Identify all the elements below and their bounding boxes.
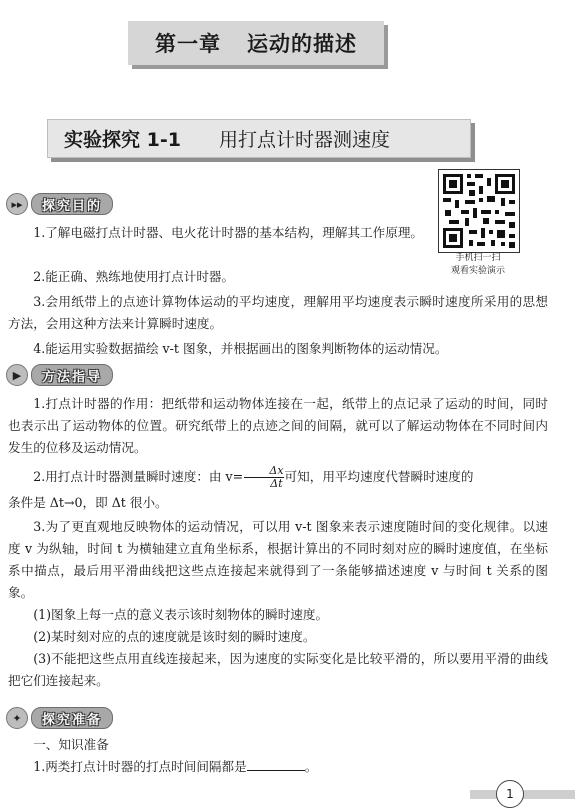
purpose-text-1: 1.了解电磁打点计时器、电火花计时器的基本结构，理解其工作原理。 — [33, 225, 424, 240]
purpose-item-1 — [8, 222, 426, 244]
method-sub-2: (2)某时刻对应的点的速度就是该时刻的瞬时速度。 — [33, 629, 316, 644]
prep-question-1-text: 1.两类打点计时器的打点时间间隔都是 — [33, 759, 247, 774]
section-purpose-header — [6, 193, 113, 215]
prep-subheading: 一、知识准备 — [33, 737, 109, 752]
method-list — [8, 393, 548, 692]
section-method-label: 方法指导 — [31, 364, 113, 386]
prep-content — [8, 734, 548, 778]
qr-code-icon — [439, 170, 519, 252]
play-arrow-icon: ▶ — [6, 364, 28, 386]
experiment-number: 实验探究 1-1 — [64, 129, 181, 151]
section-prep-label: 探究准备 — [31, 707, 113, 729]
prep-question-1 — [8, 756, 548, 778]
answer-blank[interactable] — [247, 756, 305, 771]
experiment-title — [47, 119, 471, 158]
chapter-name: 运动的描述 — [247, 32, 357, 56]
sparkle-icon: ✦ — [6, 707, 28, 729]
section-method-header — [6, 364, 113, 386]
qr-code[interactable] — [438, 169, 520, 253]
purpose-item-2: 2.能正确、熟练地使用打点计时器。 — [33, 269, 235, 284]
method-item-2 — [8, 465, 548, 490]
purpose-list — [8, 266, 548, 360]
purpose-item-4: 4.能运用实验数据描绘 v-t 图象，并根据画出的图象判断物体的运动情况。 — [33, 341, 448, 356]
method-item-2-cont: 条件是 Δt→0，即 Δt 很小。 — [8, 495, 168, 510]
method-item-1: 1.打点计时器的作用：把纸带和运动物体连接在一起，纸带上的点记录了运动的时间，同时也表示出了运动物体的位置。研究纸带上的点迹之间的间隔，就可以了解运动物体在不同时间内发生的位移及运动情况。 — [8, 396, 548, 455]
fraction-denominator: Δt — [244, 477, 283, 490]
page-number: 1 — [496, 780, 524, 808]
chapter-prefix: 第一章 — [155, 32, 221, 56]
method-sub-3: (3)不能把这些点用直线连接起来，因为速度的实际变化是比较平滑的，所以要用平滑的曲线把它们连接起来。 — [8, 651, 548, 688]
method-item-3: 3.为了更直观地反映物体的运动情况，可以用 v-t 图象来表示速度随时间的变化规律。以速度 v 为纵轴，时间 t 为横轴建立直角坐标系，根据计算出的不同时刻对应的瞬时速度值，在坐标系中描点，最后用平滑曲线把这些点连接起来就得到了一条能够描述速度 v 与时间 t 关系的图象。 — [8, 519, 548, 600]
qr-caption-line1: 手机扫一扫 — [455, 253, 501, 263]
section-prep-header — [6, 707, 113, 729]
purpose-item-3: 3.会用纸带上的点迹计算物体运动的平均速度，理解用平均速度表示瞬时速度所采用的思想方法，会用这种方法来计算瞬时速度。 — [8, 294, 548, 331]
experiment-name: 用打点计时器测速度 — [218, 129, 390, 151]
prep-question-1-end: 。 — [304, 759, 318, 774]
method-item-2-post: 可知，用平均速度代替瞬时速度的 — [284, 469, 474, 484]
section-purpose-label: 探究目的 — [31, 193, 113, 215]
delta-x-over-delta-t — [244, 465, 283, 490]
qr-caption-line2: 观看实验演示 — [450, 266, 505, 276]
chapter-title — [128, 21, 384, 65]
fraction-numerator: Δx — [269, 464, 284, 477]
method-item-2-pre: 2.用打点计时器测量瞬时速度：由 v= — [33, 469, 244, 484]
method-sub-1: (1)图象上每一点的意义表示该时刻物体的瞬时速度。 — [33, 607, 329, 622]
double-arrow-icon: ▸▸ — [6, 193, 28, 215]
